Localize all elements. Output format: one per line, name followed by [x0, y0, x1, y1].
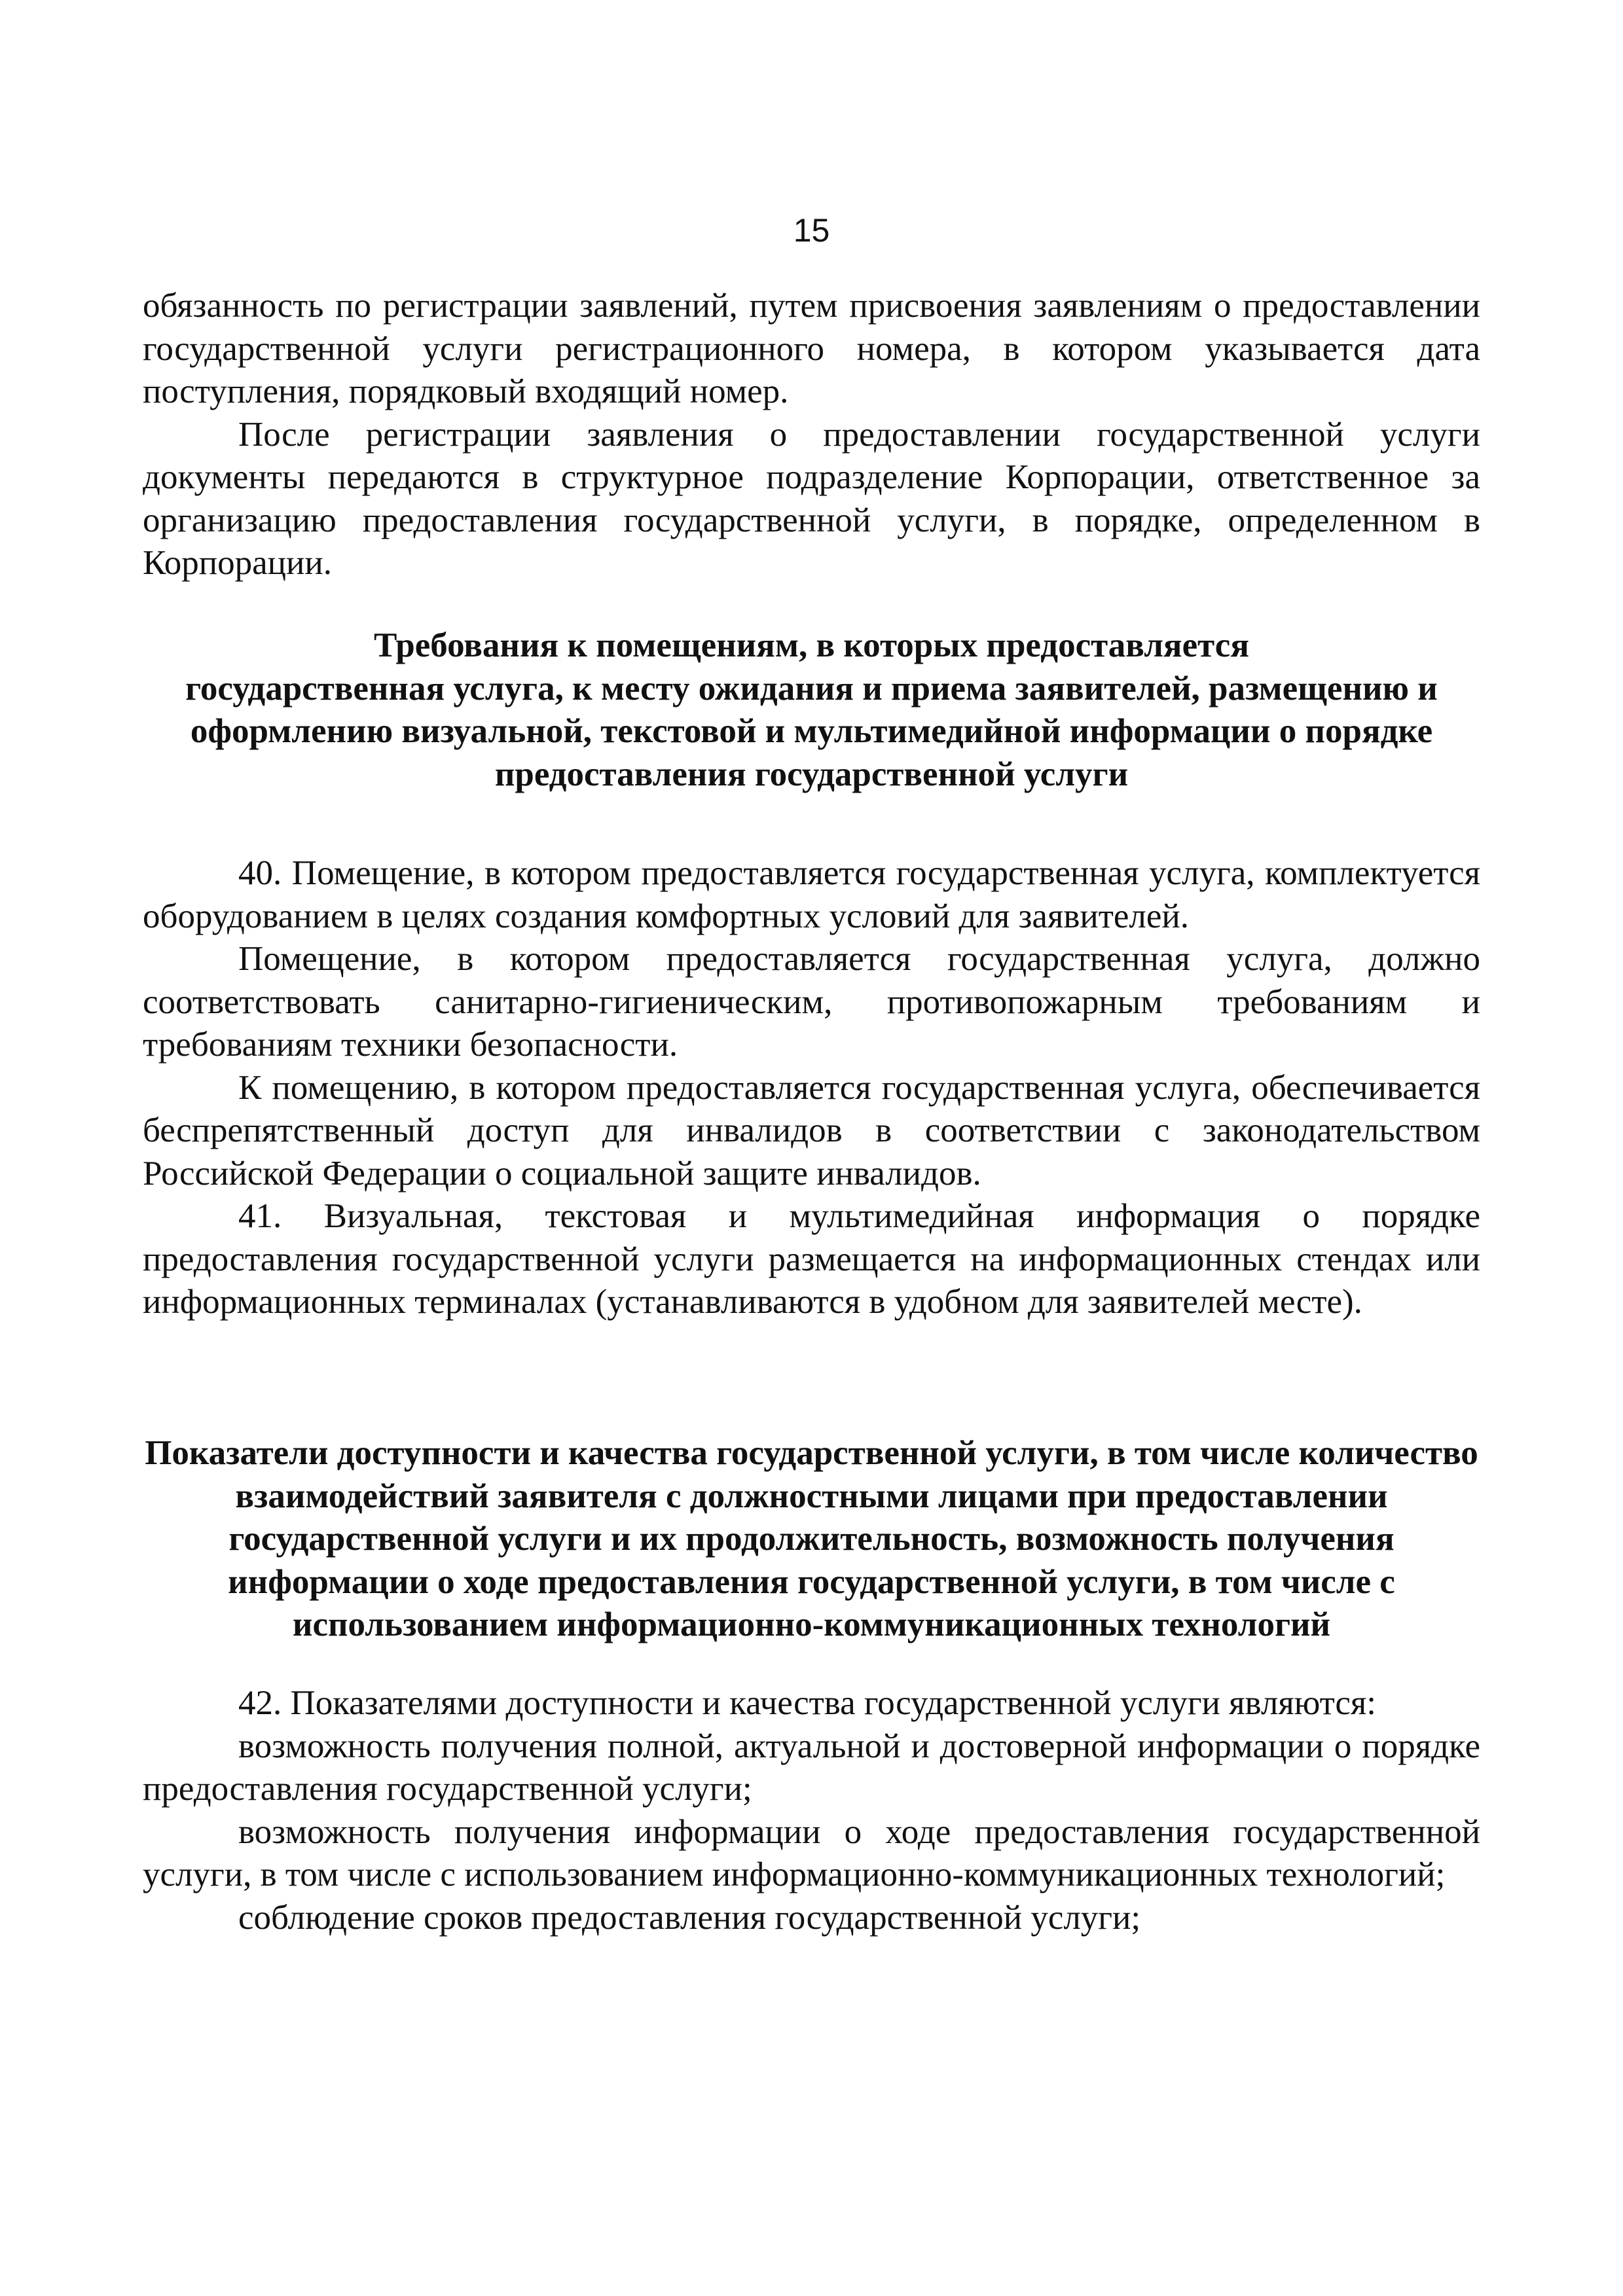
paragraph-40-equipment: 40. Помещение, в котором предоставляется государственная услуга, комплектуется оборудованием в целях создания комфортных условий для заявителей. [143, 854, 1480, 935]
paragraph-indicator-progress-info: возможность получения информации о ходе предоставления государственной услуги, в том числе с использованием информационно-коммуникационных технологий; [143, 1812, 1480, 1893]
heading-line: государственной услуги и их продолжительность, возможность получения [228, 1520, 1395, 1558]
section-registration [143, 285, 1480, 585]
heading-line: предоставления государственной услуги [494, 755, 1129, 793]
heading-line: оформлению визуальной, текстовой и мультимедийной информации о порядке [190, 712, 1433, 750]
heading-line: государственная услуга, к месту ожидания и приема заявителей, размещению и [185, 669, 1438, 708]
heading-premises-requirements [143, 624, 1480, 796]
heading-line: Требования к помещениям, в которых предоставляется [373, 626, 1250, 664]
paragraph-indicator-full-info: возможность получения полной, актуальной и достоверной информации о порядке предоставления государственной услуги; [143, 1727, 1480, 1808]
page-number: 15 [793, 212, 830, 249]
paragraph-accessibility: К помещению, в котором предоставляется государственная услуга, обеспечивается беспрепятственный доступ для инвалидов в соответствии с законодательством Российской Федерации о социальной защите инвалидов. [143, 1068, 1480, 1193]
heading-line: использованием информационно-коммуникационных технологий [292, 1605, 1331, 1643]
paragraph-41-information: 41. Визуальная, текстовая и мультимедийная информация о порядке предоставления государственной услуги размещается на информационных стендах или информационных терминалах (устанавливаются в удобном для заявителей месте). [143, 1197, 1480, 1321]
paragraph-registration-duty: обязанность по регистрации заявлений, путем присвоения заявлениям о предоставлении государственной услуги регистрационного номера, в котором указывается дата поступления, порядковый входящий номер. [143, 287, 1480, 410]
heading-line: взаимодействий заявителя с должностными лицами при предоставлении [235, 1477, 1388, 1515]
heading-line: Показатели доступности и качества государственной услуги, в том числе количество [145, 1434, 1478, 1472]
heading-line: информации о ходе предоставления государственной услуги, в том числе с [228, 1562, 1395, 1601]
paragraph-42-indicators: 42. Показателями доступности и качества государственной услуги являются: [238, 1684, 1377, 1722]
section-indicators [143, 1682, 1480, 1939]
paragraph-sanitary-requirements: Помещение, в котором предоставляется государственная услуга, должно соответствовать санитарно-гигиеническим, противопожарным требованиям и требованиям техники безопасности. [143, 940, 1480, 1064]
section-premises [143, 852, 1480, 1324]
paragraph-document-transfer: После регистрации заявления о предоставлении государственной услуги документы передаются в структурное подразделение Корпорации, ответственное за организацию предоставления государственной услуги, в порядке, определенном в Корпорации. [143, 415, 1480, 582]
heading-quality-indicators [143, 1432, 1480, 1647]
paragraph-indicator-deadlines: соблюдение сроков предоставления государственной услуги; [238, 1898, 1141, 1937]
